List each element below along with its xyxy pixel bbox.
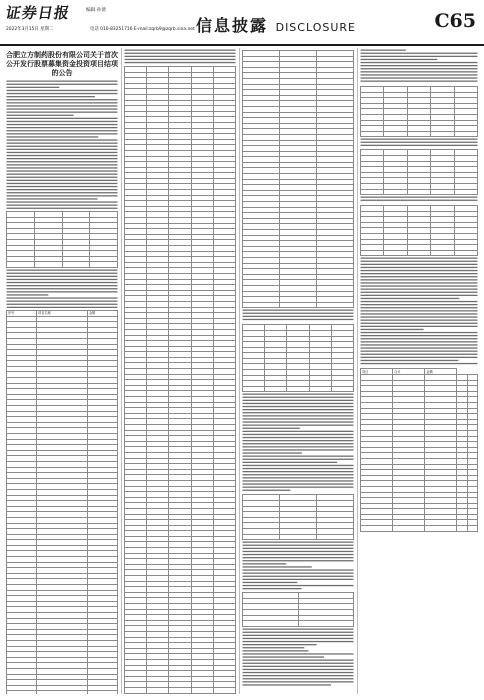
text-line [7, 269, 118, 270]
project-table-body [243, 51, 354, 308]
text-line [7, 127, 118, 128]
text-line [7, 124, 118, 125]
text-line [243, 440, 354, 441]
text-line [361, 292, 478, 293]
column-divider [121, 48, 122, 694]
table-cell [425, 526, 457, 532]
body-text-block [124, 48, 236, 64]
text-line [243, 465, 354, 466]
text-line [7, 291, 118, 292]
text-line [243, 413, 354, 414]
text-line [361, 332, 478, 333]
text-line [361, 351, 478, 352]
text-line [361, 354, 478, 355]
table-row [243, 534, 354, 540]
text-line [243, 662, 354, 663]
detail-table [360, 368, 478, 531]
table-header-cell: 金额 [87, 310, 117, 316]
text-line [7, 136, 99, 137]
text-line [361, 335, 478, 336]
text-line [7, 307, 118, 308]
text-line [7, 279, 118, 280]
text-line [243, 576, 354, 577]
table-cell [7, 262, 35, 268]
body-text-block [242, 392, 354, 492]
text-line [243, 431, 354, 432]
page-number: C65 [434, 10, 476, 32]
table-cell [280, 534, 317, 540]
table-cell [243, 302, 280, 308]
text-line [243, 419, 354, 420]
table-cell [384, 131, 407, 137]
text-line [7, 192, 118, 193]
text-line [7, 170, 118, 171]
column-1 [6, 48, 118, 694]
data-table [6, 211, 118, 268]
table-cell [7, 691, 37, 694]
data-table-body [361, 150, 478, 195]
text-line [243, 634, 354, 635]
section-title [196, 13, 356, 36]
data-table-body [361, 206, 478, 256]
text-line [243, 681, 354, 682]
text-line [243, 588, 302, 589]
table-cell [243, 386, 265, 392]
body-text-block [360, 137, 478, 147]
table-cell [280, 302, 317, 308]
text-line [243, 644, 317, 645]
text-line [243, 406, 354, 407]
text-line [361, 267, 478, 268]
table-header-cell: 合计 [393, 369, 425, 375]
text-line [7, 282, 118, 283]
text-line [7, 112, 118, 113]
text-line [243, 548, 354, 549]
text-line [361, 261, 478, 262]
data-table [360, 149, 478, 195]
body-text-block [360, 48, 478, 84]
text-line [7, 180, 118, 181]
table-cell [407, 189, 430, 195]
text-line [243, 650, 309, 651]
text-line [243, 425, 354, 426]
text-line [361, 197, 478, 198]
text-line [243, 400, 354, 401]
table-row [7, 262, 118, 268]
data-table-body [243, 495, 354, 540]
table-cell [454, 189, 477, 195]
table-cell [361, 189, 384, 195]
text-line [361, 145, 478, 146]
text-line [361, 357, 478, 358]
text-line [361, 286, 478, 287]
text-line [361, 74, 478, 75]
text-line [243, 450, 354, 451]
text-line [361, 283, 478, 284]
table-cell [147, 693, 169, 694]
text-line [243, 403, 354, 404]
text-line [7, 294, 49, 295]
project-table [6, 310, 118, 694]
project-table-body [125, 67, 236, 695]
text-line [7, 149, 118, 150]
editor-line: 编辑 孙倩 [86, 8, 106, 13]
text-line [243, 570, 354, 571]
table-row [361, 131, 478, 137]
text-line [361, 200, 478, 201]
table-cell [393, 526, 425, 532]
text-line [7, 205, 118, 206]
text-line [243, 487, 354, 488]
text-line [7, 276, 118, 277]
text-line [243, 542, 354, 543]
table-row [243, 621, 354, 627]
text-line [243, 475, 354, 476]
body-text-block [6, 268, 118, 308]
text-line [7, 161, 118, 162]
text-line [243, 647, 305, 648]
body-text-block [242, 308, 354, 322]
text-line [7, 174, 118, 175]
table-cell [361, 526, 393, 532]
text-line [7, 93, 118, 94]
text-line [7, 186, 118, 187]
table-cell [467, 526, 477, 532]
section-title-cn: 信息披露 [196, 16, 269, 35]
text-line [361, 77, 478, 78]
text-line [243, 672, 354, 673]
text-line [243, 468, 354, 469]
text-line [125, 56, 236, 57]
text-line [243, 545, 354, 546]
text-line [243, 462, 338, 463]
text-line [7, 208, 118, 209]
table-cell [317, 534, 354, 540]
text-line [361, 326, 478, 327]
text-line [7, 297, 118, 298]
text-line [7, 285, 118, 286]
text-line [243, 641, 354, 642]
text-line [243, 422, 354, 423]
text-line [243, 560, 354, 561]
table-cell [407, 250, 430, 256]
body-text-block [360, 195, 478, 203]
text-line [243, 659, 354, 660]
table-cell [90, 262, 118, 268]
contact-line: 电话 010-83251716 E-mail:zqrb9@zqrb.sina.net [90, 27, 195, 32]
text-line [7, 143, 118, 144]
body-text-block [360, 256, 478, 366]
text-line [243, 554, 354, 555]
text-line [243, 444, 354, 445]
text-line [7, 99, 118, 100]
text-line [243, 481, 354, 482]
text-line [243, 563, 287, 564]
table-cell [191, 693, 213, 694]
text-line [7, 152, 118, 153]
text-line [7, 198, 98, 199]
text-line [361, 323, 478, 324]
text-line [361, 59, 438, 60]
table-cell [407, 131, 430, 137]
text-line [361, 264, 478, 265]
text-line [243, 678, 354, 679]
data-table [242, 592, 354, 627]
table-header-cell: 金额 [425, 369, 457, 375]
text-line [361, 295, 478, 296]
text-line [361, 363, 478, 364]
data-table-body [243, 325, 354, 392]
text-line [243, 394, 354, 395]
text-line [243, 653, 354, 654]
text-line [243, 437, 354, 438]
table-row [243, 302, 354, 308]
table-cell [309, 386, 331, 392]
project-table [242, 50, 354, 308]
table-cell [431, 250, 454, 256]
column-2 [124, 48, 236, 694]
table-cell [384, 250, 407, 256]
text-line [7, 102, 118, 103]
text-line [7, 195, 118, 196]
text-line [361, 308, 478, 309]
text-line [243, 665, 354, 666]
text-line [7, 139, 118, 140]
section-title-en: DISCLOSURE [275, 21, 356, 34]
text-line [7, 183, 118, 184]
table-cell [34, 262, 62, 268]
table-cell [287, 386, 309, 392]
text-line [7, 146, 118, 147]
text-line [7, 133, 118, 134]
table-cell [125, 693, 147, 694]
table-row [361, 189, 478, 195]
text-line [361, 320, 478, 321]
text-line [361, 65, 478, 66]
text-line [243, 675, 354, 676]
data-table-body [7, 212, 118, 268]
table-row [125, 693, 236, 694]
text-line [361, 304, 478, 305]
text-line [125, 50, 236, 51]
body-text-block [242, 627, 354, 687]
text-line [361, 317, 478, 318]
text-line [361, 50, 406, 51]
text-line [243, 484, 354, 485]
text-line [243, 459, 354, 460]
text-line [243, 585, 354, 586]
project-table [124, 66, 236, 694]
text-line [361, 62, 478, 63]
text-line [243, 416, 354, 417]
data-table-body [243, 593, 354, 627]
text-line [243, 656, 325, 657]
text-line [7, 121, 118, 122]
text-line [243, 313, 354, 314]
table-row [361, 250, 478, 256]
text-line [243, 319, 354, 320]
detail-table-body [361, 375, 478, 532]
text-line [243, 579, 354, 580]
table-cell [454, 131, 477, 137]
table-row [243, 386, 354, 392]
text-line [243, 316, 354, 317]
table-cell [431, 131, 454, 137]
table-cell [265, 386, 287, 392]
text-line [7, 201, 118, 202]
table-cell [457, 526, 467, 532]
table-cell [243, 534, 280, 540]
text-line [361, 311, 478, 312]
table-cell [361, 250, 384, 256]
text-line [7, 304, 118, 305]
text-line [7, 84, 118, 85]
text-line [361, 280, 478, 281]
text-line [361, 71, 478, 72]
text-line [243, 638, 354, 639]
text-line [7, 273, 118, 274]
text-line [243, 631, 354, 632]
table-header-cell: 项目名称 [37, 310, 88, 316]
text-line [7, 158, 118, 159]
text-line [243, 409, 354, 410]
table-cell [243, 621, 299, 627]
text-line [243, 628, 354, 629]
text-line [361, 273, 478, 274]
data-table-body [361, 87, 478, 137]
table-cell [213, 693, 235, 694]
table-cell [317, 302, 354, 308]
table-cell [62, 262, 90, 268]
body-text-block [6, 79, 118, 209]
column-divider [357, 48, 358, 694]
text-line [125, 59, 236, 60]
newspaper-logo: 证券日报 [4, 4, 72, 22]
text-line [243, 428, 300, 429]
text-line [361, 314, 478, 315]
text-line [361, 277, 478, 278]
text-line [361, 270, 478, 271]
text-line [243, 434, 354, 435]
text-line [361, 289, 478, 290]
column-divider [239, 48, 240, 694]
text-line [7, 115, 74, 116]
text-line [7, 164, 118, 165]
text-line [7, 108, 118, 109]
text-line [361, 342, 478, 343]
article-title: 合肥立方制药股份有限公司关于首次公开发行股票募集资金投资项目结项的公告 [6, 50, 118, 77]
text-line [243, 669, 354, 670]
data-table [360, 86, 478, 137]
text-line [125, 53, 236, 54]
text-line [7, 167, 118, 168]
text-line [243, 566, 312, 567]
table-header-cell: 项目 [361, 369, 393, 375]
text-line [243, 456, 354, 457]
table-row [361, 526, 478, 532]
column-4 [360, 48, 478, 694]
text-line [361, 56, 478, 57]
table-cell [87, 691, 117, 694]
text-line [7, 155, 118, 156]
text-line [243, 551, 354, 552]
table-cell [384, 189, 407, 195]
text-line [243, 310, 354, 311]
date-line: 2022年3月15日 星期二 [6, 27, 54, 32]
table-cell [331, 386, 353, 392]
text-line [361, 53, 478, 54]
text-line [7, 130, 118, 131]
text-line [7, 96, 95, 97]
masthead [0, 0, 484, 46]
text-line [243, 478, 354, 479]
table-cell [361, 131, 384, 137]
text-line [361, 360, 459, 361]
text-line [361, 339, 478, 340]
table-cell [454, 250, 477, 256]
text-line [7, 81, 118, 82]
text-line [7, 288, 118, 289]
text-line [361, 348, 478, 349]
text-line [243, 557, 354, 558]
project-table-body [7, 316, 118, 694]
text-line [361, 329, 424, 330]
table-cell [169, 693, 191, 694]
table-cell [298, 621, 354, 627]
text-line [243, 582, 298, 583]
text-line [361, 301, 478, 302]
text-line [361, 345, 478, 346]
text-line [243, 453, 302, 454]
text-line [7, 87, 60, 88]
text-line [361, 139, 478, 140]
text-line [125, 62, 236, 63]
text-line [361, 68, 478, 69]
text-line [7, 177, 118, 178]
table-cell [431, 189, 454, 195]
text-line [243, 684, 332, 685]
text-line [361, 81, 478, 82]
text-line [361, 258, 478, 259]
table-row [7, 691, 118, 694]
text-line [7, 189, 118, 190]
text-line [361, 142, 478, 143]
table-cell [37, 691, 88, 694]
table-header-cell: 序号 [7, 310, 37, 316]
text-line [243, 447, 354, 448]
data-table [360, 205, 478, 256]
body-text-block [242, 540, 354, 590]
text-line [243, 471, 354, 472]
text-line [7, 90, 118, 91]
data-table [242, 494, 354, 540]
text-line [7, 300, 118, 301]
column-3 [242, 48, 354, 694]
text-line [7, 105, 118, 106]
text-line [361, 298, 460, 299]
text-line [243, 573, 354, 574]
text-line [7, 118, 118, 119]
text-line [243, 397, 354, 398]
text-line [243, 490, 291, 491]
data-table [242, 324, 354, 392]
